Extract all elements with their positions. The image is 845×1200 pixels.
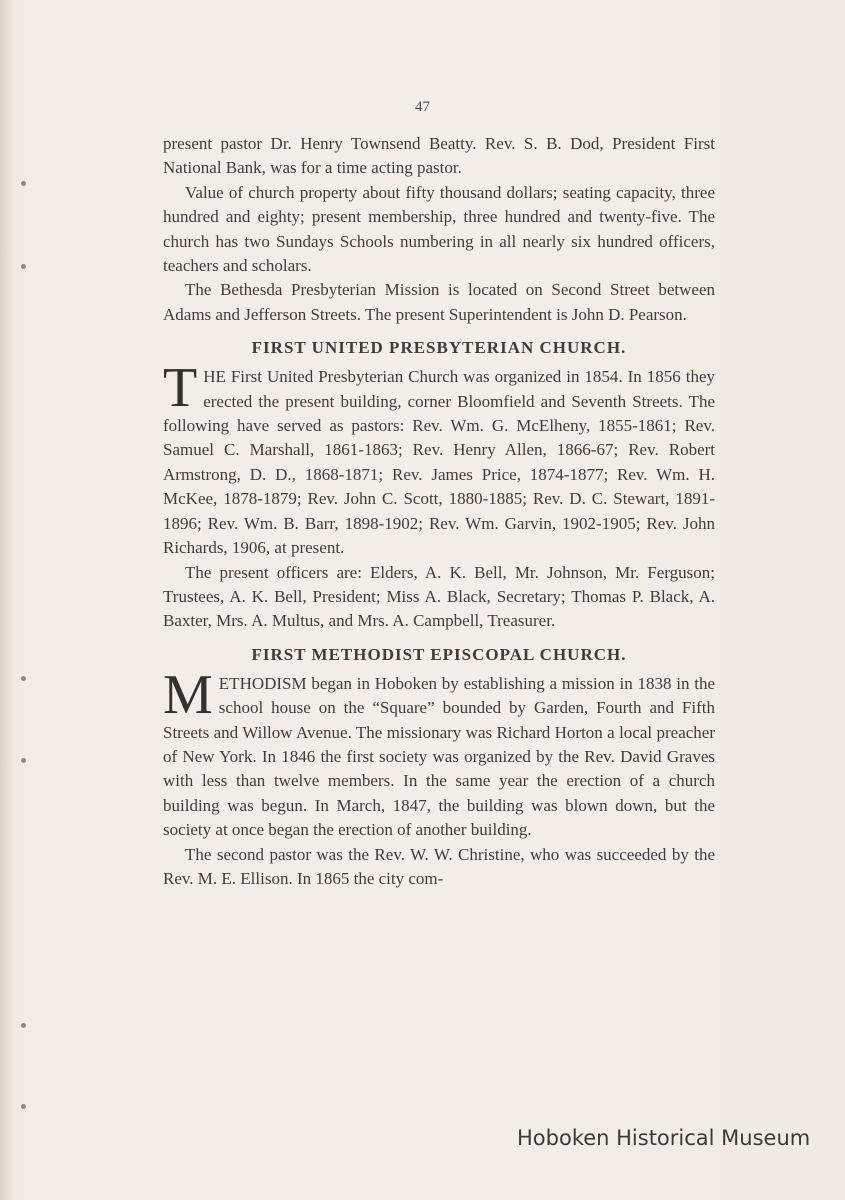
paragraph-text: HE First United Presbyterian Church was organized in 1854. In 1856 they erected the present building, corner Bloomfield and Seventh Streets. The following have served as pastors: Rev. Wm. G. McElheny, 1855-1861; Rev. Samuel C. Marshall, 1861-1863; Rev. Henry Allen, 1866-67; Rev. Robert Armstrong, D. D., 1868-1871; Rev. James Price, 1874-1877; Rev. Wm. H. McKee, 1878-1879; Rev. John C. Scott, 1880-1885; Rev. D. C. Stewart, 1891-1896; Rev. Wm. B. Barr, 1898-1902; Rev. Wm. Garvin, 1902-1905; Rev. John Richards, 1906, at present. xyxy=(163,367,715,558)
paragraph xyxy=(163,357,715,560)
page-number: 47 xyxy=(415,99,430,115)
binding-edge xyxy=(0,0,12,1200)
page-body xyxy=(163,132,715,891)
paragraph: Value of church property about fifty thousand dollars; seating capacity, three hundred and eighty; present membership, three hundred and twenty-five. The church has two Sundays Schools numbering in all nearly six hundred officers, teachers and scholars. xyxy=(163,182,715,276)
binding-hole xyxy=(21,264,26,269)
paragraph: The present officers are: Elders, A. K. Bell, Mr. Johnson, Mr. Ferguson; Trustees, A. K. Bell, President; Miss A. Black, Secretary; Thomas P. Black, A. Baxter, Mrs. A. Multus, and Mrs. A. Campbell, Treasurer. xyxy=(163,562,715,631)
museum-watermark: Hoboken Historical Museum xyxy=(517,1126,811,1150)
paragraph-text: ETHODISM began in Hoboken by establishing a mission in 1838 in the school house on the “Square” bounded by Garden, Fourth and Fifth Streets and Willow Avenue. The missionary was Richard Horton a local preacher of New York. In 1846 the first society was organized by the Rev. David Graves with less than twelve members. In the same year the erection of a church building was begun. In March, 1847, the building was blown down, but the society at once began the erection of another building. xyxy=(163,673,715,840)
binding-hole xyxy=(21,181,26,186)
binding-hole xyxy=(21,758,26,763)
binding-hole xyxy=(21,1023,26,1028)
section-heading: FIRST UNITED PRESBYTERIAN CHURCH. xyxy=(251,338,627,358)
paragraph: The Bethesda Presbyterian Mission is located on Second Street between Adams and Jefferson Streets. The present Superintendent is John D. Pearson. xyxy=(163,280,715,324)
drop-cap: T xyxy=(163,357,198,420)
drop-cap: M xyxy=(163,663,213,726)
binding-hole xyxy=(21,1104,26,1109)
binding-hole xyxy=(21,676,26,681)
paragraph: The second pastor was the Rev. W. W. Christine, who was succeeded by the Rev. M. E. Ellison. In 1865 the city com- xyxy=(163,844,715,888)
section-heading: FIRST METHODIST EPISCOPAL CHURCH. xyxy=(251,644,627,664)
paragraph: present pastor Dr. Henry Townsend Beatty. Rev. S. B. Dod, President First National Bank, was for a time acting pastor. xyxy=(163,134,715,178)
paragraph xyxy=(163,663,715,843)
